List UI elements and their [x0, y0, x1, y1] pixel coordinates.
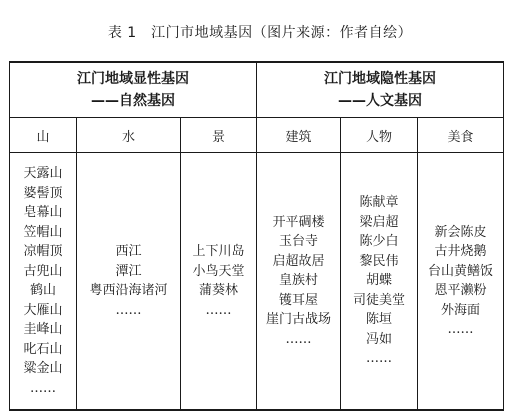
- list-item: 恩平濑粉: [434, 283, 487, 298]
- list-item: ……: [366, 351, 393, 367]
- col-header-architecture: 建筑: [257, 118, 341, 153]
- list-item: ……: [447, 322, 474, 337]
- list-item: 胡蝶: [366, 273, 393, 289]
- group-title: 江门地域显性基因: [77, 71, 190, 87]
- list-item: 新会陈皮: [434, 224, 487, 240]
- list-item: 台山黄鳝饭: [428, 263, 494, 279]
- list-item: 凉帽顶: [23, 244, 63, 259]
- list-item: ……: [285, 331, 312, 347]
- list-item: 潭江: [115, 263, 142, 279]
- list-item: 外海面: [441, 302, 481, 318]
- cell-people: [341, 153, 418, 411]
- table-caption: 表 1 江门市地域基因（图片来源：作者自绘）: [107, 25, 413, 41]
- col-header-people: 人物: [341, 118, 418, 153]
- regional-gene-table: [9, 61, 504, 411]
- list-item: 开平碉楼: [272, 214, 325, 230]
- list-item: 圭峰山: [23, 322, 63, 337]
- list-item: 陈垣: [366, 312, 393, 328]
- list-item: 西江: [115, 244, 142, 259]
- list-item: 镬耳屋: [279, 292, 319, 308]
- list-item: 启超故居: [272, 253, 325, 269]
- list-item: ……: [205, 302, 232, 318]
- list-item: 皂幕山: [23, 205, 63, 220]
- col-header-water: 水: [77, 118, 181, 153]
- list-item: 古兜山: [23, 263, 63, 279]
- list-item: 鹤山: [29, 283, 56, 298]
- cell-architecture: [257, 153, 341, 411]
- col-header-mountain: 山: [10, 118, 77, 153]
- cell-water: [77, 153, 181, 411]
- col-header-cuisine: 美食: [418, 118, 504, 153]
- list-item: 叱石山: [23, 341, 63, 357]
- list-item: 古井烧鹅: [434, 244, 487, 259]
- list-item: 皇族村: [279, 273, 319, 289]
- list-item: 崖门古战场: [266, 312, 332, 328]
- list-item: ……: [30, 380, 56, 396]
- group-header-row: [10, 62, 504, 118]
- cell-mountain: [10, 153, 77, 411]
- list-item: ……: [115, 302, 142, 318]
- list-item: 笠帽山: [23, 224, 63, 240]
- list-item: 大雁山: [23, 302, 63, 318]
- group-subtitle: ——自然基因: [91, 93, 176, 109]
- list-item: 蒲葵林: [199, 283, 239, 298]
- list-item: 冯如: [366, 331, 393, 347]
- cell-cuisine: [418, 153, 504, 411]
- col-header-scenery: 景: [181, 118, 257, 153]
- group-implicit-gene: [257, 62, 504, 118]
- list-item: 上下川岛: [192, 244, 245, 259]
- list-item: 天露山: [23, 166, 63, 181]
- category-header-row: [10, 118, 504, 153]
- list-item: 陈少白: [359, 234, 399, 250]
- list-item: 粤西沿海诸河: [89, 283, 168, 298]
- group-subtitle: ——人文基因: [338, 93, 423, 109]
- list-item: 玉台寺: [279, 234, 319, 250]
- list-item: 司徒美堂: [353, 292, 406, 308]
- list-item: 粱金山: [23, 361, 63, 376]
- cell-scenery: [181, 153, 257, 411]
- list-item: 梁启超: [359, 214, 399, 230]
- group-explicit-gene: [10, 62, 257, 118]
- list-item: 黎民伟: [359, 253, 399, 269]
- group-title: 江门地域隐性基因: [324, 71, 437, 87]
- list-item: 小鸟天堂: [192, 263, 245, 279]
- list-item: 婆髻顶: [23, 185, 63, 201]
- list-item: 陈献章: [359, 195, 399, 211]
- content-row: [10, 153, 504, 411]
